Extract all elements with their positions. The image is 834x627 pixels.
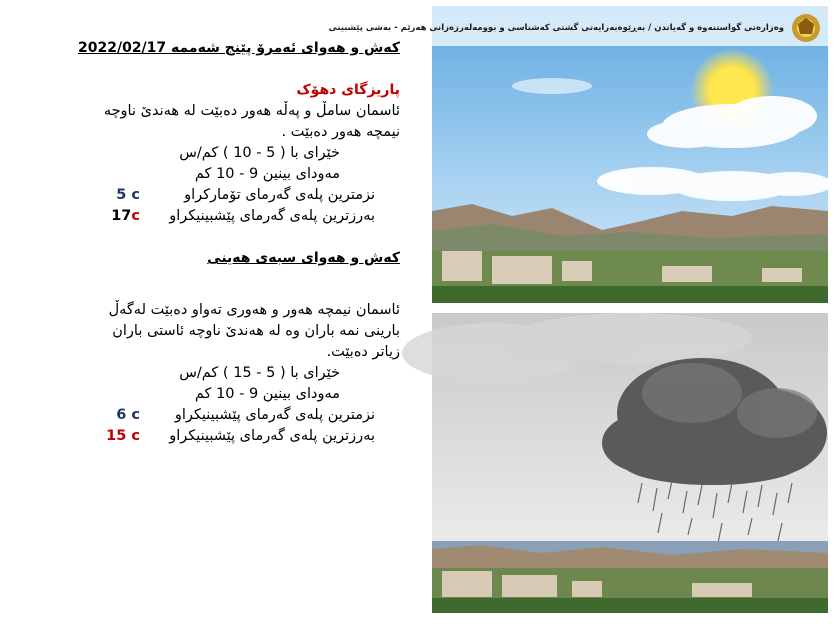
tomorrow-max-label: بەرزترین پلەی گەرمای پێشبینیکراو bbox=[169, 428, 375, 444]
today-min-label: نزمترین پلەی گەرمای تۆمارکراو bbox=[184, 187, 375, 203]
tomorrow-max-value: 15 c bbox=[106, 428, 140, 444]
tomorrow-min-value: 6 c bbox=[116, 407, 140, 423]
today-wind: خێرای با ( 5 - 10 ) کم/س bbox=[179, 145, 340, 161]
region-name: پاریزگای دهۆک bbox=[296, 82, 400, 98]
tomorrow-max-temp bbox=[40, 426, 400, 447]
today-visibility: مەودای بینین 9 - 10 کم bbox=[194, 166, 340, 182]
today-max-value bbox=[111, 206, 140, 227]
today-max-label: بەرزترین پلەی گەرمای پێشبینیکراو bbox=[169, 208, 375, 224]
tomorrow-heading: کەش و هەوای سبەی هەینی bbox=[207, 250, 400, 266]
tomorrow-min-label: نزمترین پلەی گەرمای پێشبینیکراو bbox=[174, 407, 375, 423]
tomorrow-description-line: زیاتر دەبێت. bbox=[326, 344, 400, 360]
today-min-value: 5 c bbox=[116, 187, 140, 203]
today-title: کەش و هەوای ئەمرۆ پێنج شەممە bbox=[171, 40, 400, 56]
tomorrow-description-line: ئاسمان نیمچە هەور و هەوری تەواو دەبێت لەگەڵ bbox=[108, 302, 400, 318]
today-max-unit: c bbox=[131, 208, 140, 224]
tomorrow-weather-image bbox=[432, 313, 828, 613]
header-banner bbox=[328, 6, 828, 46]
kurdistan-emblem-icon bbox=[790, 12, 822, 44]
sun-clouds-icon bbox=[432, 6, 828, 303]
tomorrow-min-temp bbox=[40, 405, 400, 426]
today-heading bbox=[40, 38, 400, 59]
today-date: 2022/02/17 bbox=[78, 40, 167, 56]
tomorrow-visibility: مەودای بینین 9 - 10 کم bbox=[194, 386, 340, 402]
forecast-text bbox=[40, 38, 400, 447]
header-banner-text: وەزارەتی گواستنەوە و گەیاندن / بەڕێوەبەرایەتی گشتی کەشناسی و بوومەلەرزەزانی هەرێم - بەشی پێشبینی bbox=[328, 23, 784, 33]
today-min-temp bbox=[40, 185, 400, 206]
tomorrow-description bbox=[40, 300, 400, 363]
tomorrow-description-line: بارینی نمە باران وە لە هەندێ ناوچە ئاستی باران bbox=[112, 323, 400, 339]
today-description bbox=[40, 101, 400, 143]
today-description-line: ئاسمان سامڵ و پەڵە هەور دەبێت لە هەندێ ناوچە bbox=[103, 103, 400, 119]
today-max-number: 17 bbox=[111, 208, 132, 224]
rain-cloud-icon bbox=[432, 313, 828, 613]
today-description-line: نیمچە هەور دەبێت . bbox=[281, 124, 400, 140]
today-max-temp bbox=[40, 206, 400, 227]
tomorrow-wind: خێرای با ( 5 - 15 ) کم/س bbox=[179, 365, 340, 381]
